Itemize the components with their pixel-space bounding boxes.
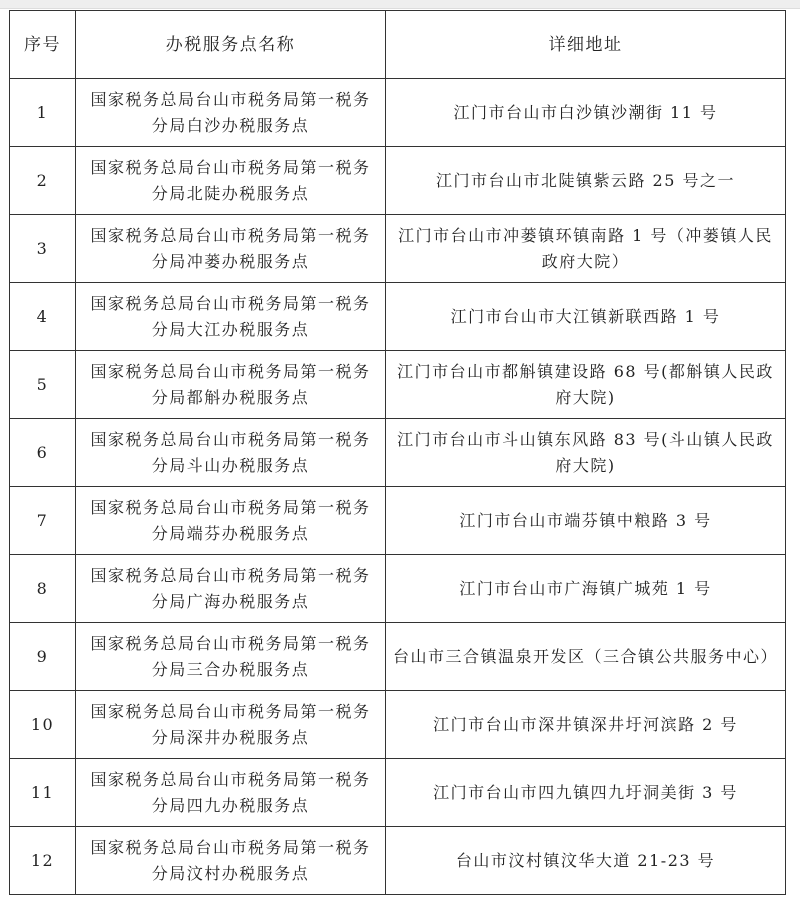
cell-index: 3 (10, 215, 76, 283)
cell-address: 江门市台山市深井镇深井圩河滨路 2 号 (386, 691, 786, 759)
table-row (10, 79, 786, 147)
cell-name: 国家税务总局台山市税务局第一税务分局广海办税服务点 (76, 555, 386, 623)
table-row (10, 351, 786, 419)
cell-name: 国家税务总局台山市税务局第一税务分局都斛办税服务点 (76, 351, 386, 419)
cell-name: 国家税务总局台山市税务局第一税务分局斗山办税服务点 (76, 419, 386, 487)
cell-index: 8 (10, 555, 76, 623)
cell-address: 江门市台山市端芬镇中粮路 3 号 (386, 487, 786, 555)
cell-index: 12 (10, 827, 76, 895)
table-row (10, 827, 786, 895)
cell-index: 2 (10, 147, 76, 215)
cell-name: 国家税务总局台山市税务局第一税务分局端芬办税服务点 (76, 487, 386, 555)
table-row (10, 215, 786, 283)
cell-name: 国家税务总局台山市税务局第一税务分局深井办税服务点 (76, 691, 386, 759)
cell-address: 台山市汶村镇汶华大道 21-23 号 (386, 827, 786, 895)
table-header-row (10, 11, 786, 79)
header-address: 详细地址 (386, 11, 786, 79)
cell-address: 江门市台山市白沙镇沙潮街 11 号 (386, 79, 786, 147)
cell-index: 9 (10, 623, 76, 691)
table-row (10, 487, 786, 555)
cell-name: 国家税务总局台山市税务局第一税务分局大江办税服务点 (76, 283, 386, 351)
cell-address: 江门市台山市北陡镇紫云路 25 号之一 (386, 147, 786, 215)
cell-address: 江门市台山市都斛镇建设路 68 号(都斛镇人民政府大院) (386, 351, 786, 419)
cell-address: 江门市台山市大江镇新联西路 1 号 (386, 283, 786, 351)
cell-address: 江门市台山市四九镇四九圩洞美街 3 号 (386, 759, 786, 827)
cell-index: 11 (10, 759, 76, 827)
cell-name: 国家税务总局台山市税务局第一税务分局冲蒌办税服务点 (76, 215, 386, 283)
table-row (10, 759, 786, 827)
cell-index: 6 (10, 419, 76, 487)
top-strip (0, 0, 800, 9)
table-row (10, 147, 786, 215)
cell-index: 5 (10, 351, 76, 419)
cell-index: 7 (10, 487, 76, 555)
cell-name: 国家税务总局台山市税务局第一税务分局白沙办税服务点 (76, 79, 386, 147)
table-row (10, 623, 786, 691)
header-index: 序号 (10, 11, 76, 79)
cell-index: 4 (10, 283, 76, 351)
cell-name: 国家税务总局台山市税务局第一税务分局四九办税服务点 (76, 759, 386, 827)
tax-service-points-table (9, 10, 786, 895)
cell-index: 1 (10, 79, 76, 147)
cell-address: 台山市三合镇温泉开发区（三合镇公共服务中心） (386, 623, 786, 691)
cell-address: 江门市台山市广海镇广城苑 1 号 (386, 555, 786, 623)
cell-index: 10 (10, 691, 76, 759)
header-name: 办税服务点名称 (76, 11, 386, 79)
cell-address: 江门市台山市斗山镇东风路 83 号(斗山镇人民政府大院) (386, 419, 786, 487)
table-body (10, 79, 786, 895)
table-row (10, 283, 786, 351)
cell-name: 国家税务总局台山市税务局第一税务分局汶村办税服务点 (76, 827, 386, 895)
cell-address: 江门市台山市冲蒌镇环镇南路 1 号（冲蒌镇人民政府大院） (386, 215, 786, 283)
cell-name: 国家税务总局台山市税务局第一税务分局三合办税服务点 (76, 623, 386, 691)
table-row (10, 555, 786, 623)
table-row (10, 419, 786, 487)
table-row (10, 691, 786, 759)
cell-name: 国家税务总局台山市税务局第一税务分局北陡办税服务点 (76, 147, 386, 215)
